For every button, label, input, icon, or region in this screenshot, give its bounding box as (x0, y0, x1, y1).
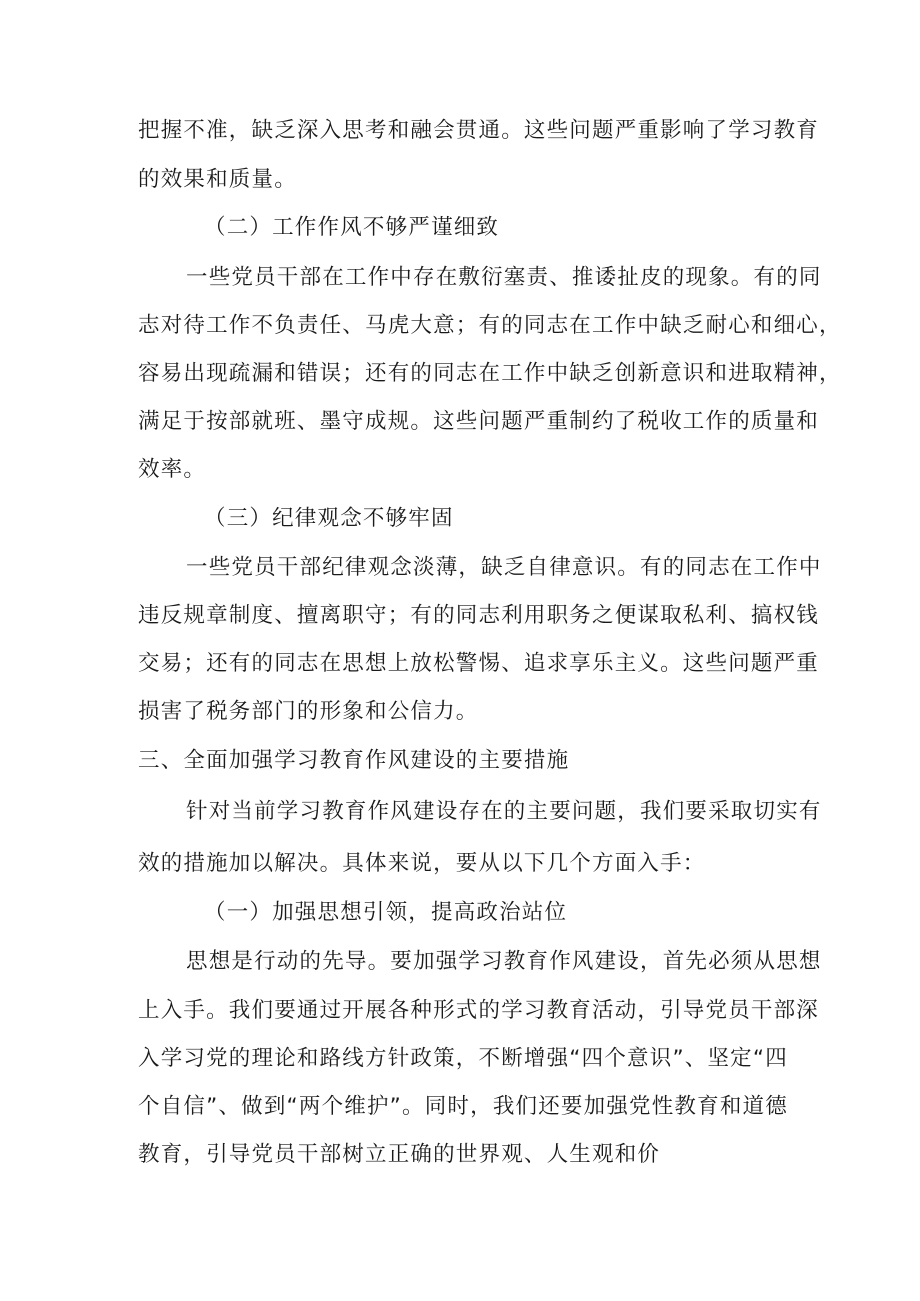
text-line: 违反规章制度、擅离职守；有的同志利用职务之便谋取私利、搞权钱 (138, 603, 820, 628)
text-line: 思想是行动的先导。要加强学习教育作风建设，首先必须从思想 (186, 949, 822, 974)
text-line: 交易；还有的同志在思想上放松警惕、追求享乐主义。这些问题严重 (138, 651, 820, 676)
text-line: 把握不准，缺乏深入思考和融会贯通。这些问题严重影响了学习教育 (138, 118, 820, 143)
text-line: 损害了税务部门的形象和公信力。 (138, 699, 479, 724)
text-line: 志对待工作不负责任、马虎大意；有的同志在工作中缺乏耐心和细心， (138, 313, 842, 338)
text-line: 的效果和质量。 (138, 167, 297, 192)
chapter-heading: 三、全面加强学习教育作风建设的主要措施 (138, 748, 570, 773)
text-line: 入学习党的理论和路线方针政策，不断增强“四个意识”、坚定“四 (138, 1046, 788, 1071)
section-heading: （三）纪律观念不够牢固 (204, 506, 454, 531)
text-line: 满足于按部就班、墨守成规。这些问题严重制约了税收工作的质量和 (138, 409, 820, 434)
text-line: 一些党员干部纪律观念淡薄，缺乏自律意识。有的同志在工作中 (186, 555, 822, 580)
text-line: 上入手。我们要通过开展各种形式的学习教育活动，引导党员干部深 (138, 998, 820, 1023)
text-line: 容易出现疏漏和错误；还有的同志在工作中缺乏创新意识和进取精神， (138, 361, 842, 386)
section-heading: （二）工作作风不够严谨细致 (204, 215, 500, 240)
text-line: 针对当前学习教育作风建设存在的主要问题，我们要采取切实有 (186, 799, 822, 824)
text-line: 教育，引导党员干部树立正确的世界观、人生观和价 (138, 1142, 661, 1167)
text-line: 一些党员干部在工作中存在敷衍塞责、推诿扯皮的现象。有的同 (186, 265, 822, 290)
text-line: 个自信”、做到“两个维护”。同时，我们还要加强党性教育和道德 (138, 1094, 788, 1119)
text-line: 效的措施加以解决。具体来说，要从以下几个方面入手： (138, 851, 706, 876)
section-heading: （一）加强思想引领，提高政治站位 (204, 900, 568, 925)
text-line: 效率。 (138, 457, 207, 482)
